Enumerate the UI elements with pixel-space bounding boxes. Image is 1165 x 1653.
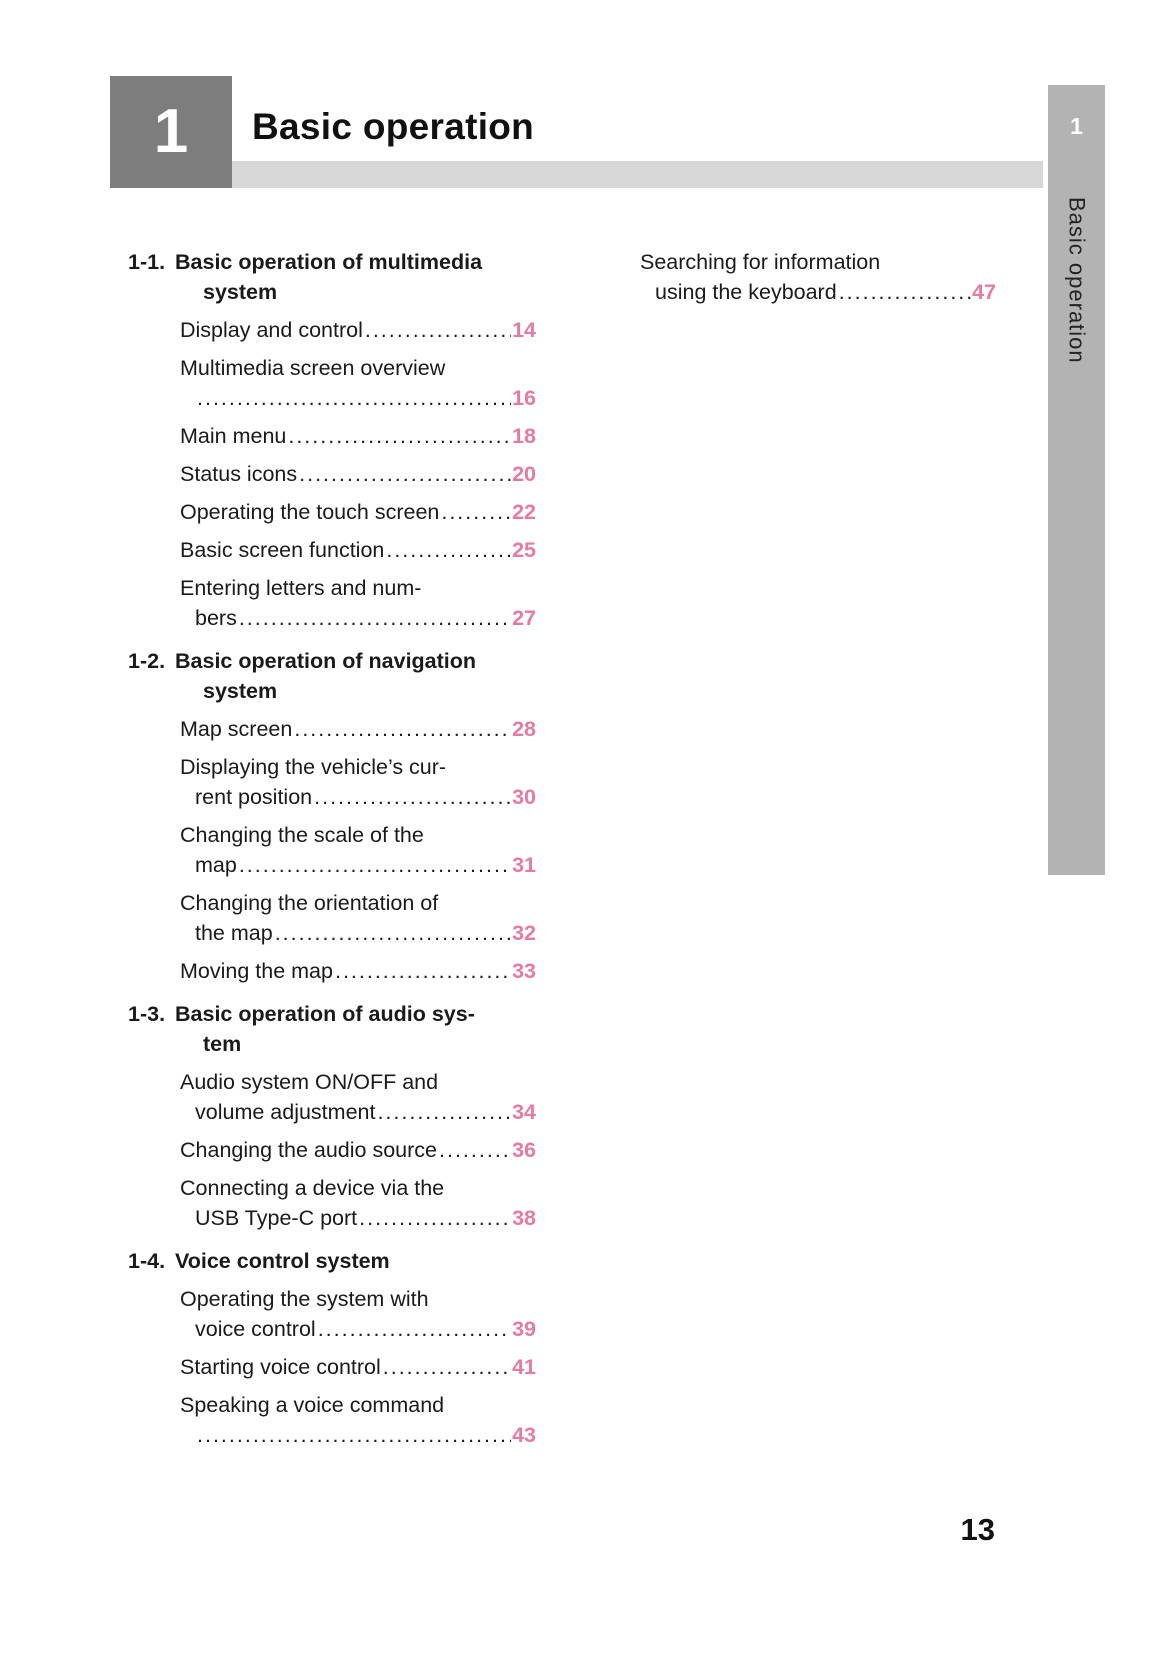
toc-entry — [128, 820, 536, 880]
toc-section-title-text: Basic operation of audio sys- — [175, 1002, 475, 1026]
toc-page-number: 16 — [512, 386, 536, 410]
toc-entry-line — [128, 1203, 536, 1233]
toc-entry-line — [128, 421, 536, 451]
toc-entry-line — [640, 247, 996, 277]
toc-left-column — [128, 247, 536, 1450]
dot-leader — [316, 1314, 511, 1344]
toc-entry-text: Operating the touch screen — [180, 500, 440, 524]
dot-leader — [384, 535, 511, 565]
toc-entry-line — [128, 1420, 536, 1450]
toc-entry-line — [128, 497, 536, 527]
toc-page-number: 33 — [512, 959, 536, 983]
dot-leader — [437, 1135, 511, 1165]
toc-entry-line — [128, 1135, 536, 1165]
toc-section-title — [128, 247, 536, 277]
toc-entry-line — [128, 820, 536, 850]
toc-entry-line — [128, 888, 536, 918]
toc-entry-line — [128, 383, 536, 413]
toc-section-number: 1-4. — [128, 1249, 166, 1273]
toc-entry-text: rent position — [195, 785, 313, 809]
dot-leader — [357, 1203, 511, 1233]
toc-entry-text: USB Type-C port — [195, 1206, 358, 1230]
toc-entry-text: Multimedia screen overview — [180, 356, 446, 380]
toc-entry — [128, 353, 536, 413]
toc-entry-line — [128, 1314, 536, 1344]
dot-leader — [363, 315, 511, 345]
toc-entry-text: the map — [195, 921, 273, 945]
dot-leader — [312, 782, 511, 812]
toc-page-number: 34 — [512, 1100, 536, 1124]
dot-leader — [375, 1097, 511, 1127]
dot-leader — [439, 497, 511, 527]
toc-page-number: 30 — [512, 785, 536, 809]
toc-section-title: system — [203, 280, 278, 304]
toc-entry-line — [128, 752, 536, 782]
toc-entry-text: Starting voice control — [180, 1355, 381, 1379]
toc-entry-line — [128, 1097, 536, 1127]
toc-entry-text: Basic screen function — [180, 538, 385, 562]
toc-entry-line — [128, 353, 536, 383]
toc-entry — [128, 1067, 536, 1127]
toc-entry-text: Changing the scale of the — [180, 823, 424, 847]
toc-entry — [128, 752, 536, 812]
toc-page-number: 14 — [512, 318, 536, 342]
dot-leader — [273, 918, 511, 948]
side-tab-label: Basic operation — [1064, 197, 1090, 364]
toc-page-number: 38 — [512, 1206, 536, 1230]
toc-entry — [128, 1135, 536, 1165]
toc-section-title — [128, 646, 536, 676]
dot-leader — [292, 714, 511, 744]
toc-page-number: 27 — [512, 606, 536, 630]
toc-entry-text: Map screen — [180, 717, 293, 741]
toc-entry-text: volume adjustment — [195, 1100, 376, 1124]
toc-entry — [128, 1352, 536, 1382]
toc-entry-text: Status icons — [180, 462, 298, 486]
toc-section-title: system — [203, 679, 278, 703]
toc-section-title-text: Basic operation of multimedia — [175, 250, 483, 274]
toc-entry-line — [128, 1352, 536, 1382]
toc-entry-line — [128, 1284, 536, 1314]
toc-entry-text: Display and control — [180, 318, 363, 342]
toc-right-column — [640, 247, 996, 307]
toc-page-number: 20 — [512, 462, 536, 486]
toc-entry — [128, 1390, 536, 1450]
toc-entry — [128, 1173, 536, 1233]
chapter-title: Basic operation — [252, 106, 535, 147]
toc-page-number: 32 — [512, 921, 536, 945]
page-number: 13 — [960, 1512, 995, 1547]
toc-entry-line — [128, 1390, 536, 1420]
toc-page-number: 28 — [512, 717, 536, 741]
toc-entry-text: Audio system ON/OFF and — [180, 1070, 439, 1094]
toc-entry — [128, 956, 536, 986]
toc-page-number: 18 — [512, 424, 536, 448]
toc-entry-line — [128, 714, 536, 744]
dot-leader — [286, 421, 511, 451]
toc-entry-text: Changing the orientation of — [180, 891, 439, 915]
toc-entry-text: Entering letters and num- — [180, 576, 422, 600]
toc-entry-text: map — [195, 853, 237, 877]
toc-entry — [128, 888, 536, 948]
toc-section-number: 1-3. — [128, 1002, 166, 1026]
toc-section-number: 1-2. — [128, 649, 166, 673]
toc-page-number: 31 — [512, 853, 536, 877]
dot-leader — [333, 956, 511, 986]
toc-section-title: tem — [203, 1032, 242, 1056]
toc-entry-text: voice control — [195, 1317, 316, 1341]
toc-section-title-text: Voice control system — [175, 1249, 390, 1273]
toc-page-number: 39 — [512, 1317, 536, 1341]
toc-entry — [128, 421, 536, 451]
toc-entry-line — [128, 573, 536, 603]
toc-entry-text: Speaking a voice command — [180, 1393, 445, 1417]
toc-entry-line — [128, 603, 536, 633]
dot-leader — [237, 603, 511, 633]
toc-entry-line — [128, 850, 536, 880]
toc-entry — [128, 315, 536, 345]
toc-entry-text: Changing the audio source — [180, 1138, 437, 1162]
chapter-number-box — [110, 76, 232, 188]
toc-page-number: 36 — [512, 1138, 536, 1162]
toc-section-title-text: Basic operation of navigation — [175, 649, 477, 673]
toc-entry-text: Connecting a device via the — [180, 1176, 445, 1200]
toc-entry — [640, 247, 996, 307]
toc-entry-line — [128, 535, 536, 565]
chapter-side-tab — [1048, 85, 1105, 875]
toc-entry-text: bers — [195, 606, 237, 630]
toc-entry-line — [128, 1173, 536, 1203]
toc-entry — [128, 535, 536, 565]
toc-page-number: 25 — [512, 538, 536, 562]
toc-page-number: 47 — [972, 280, 996, 304]
chapter-number: 1 — [153, 97, 189, 166]
dot-leader — [195, 1420, 511, 1450]
toc-entry-text: Searching for information — [640, 250, 881, 274]
dot-leader — [837, 277, 971, 307]
dot-leader — [237, 850, 511, 880]
dot-leader — [381, 1352, 511, 1382]
toc-entry-text: using the keyboard — [655, 280, 837, 304]
toc-entry-line — [128, 459, 536, 489]
toc-entry — [128, 459, 536, 489]
toc-entry-line — [128, 782, 536, 812]
toc-entry-line — [128, 956, 536, 986]
toc-entry-text: Displaying the vehicle’s cur- — [180, 755, 447, 779]
toc-page-number: 22 — [512, 500, 536, 524]
toc-entry — [128, 1284, 536, 1344]
toc-entry — [128, 497, 536, 527]
toc-entry — [128, 714, 536, 744]
toc-entry — [128, 573, 536, 633]
toc-entry-line — [128, 918, 536, 948]
dot-leader — [297, 459, 511, 489]
toc-entry-text: Moving the map — [180, 959, 333, 983]
toc-entry-text: Main menu — [180, 424, 287, 448]
chapter-header-band — [232, 161, 1043, 188]
toc-section-title — [128, 999, 536, 1029]
dot-leader — [195, 383, 511, 413]
toc-section-number: 1-1. — [128, 250, 166, 274]
toc-page-number: 43 — [512, 1423, 536, 1447]
toc-entry-line — [128, 315, 536, 345]
toc-entry-line — [640, 277, 996, 307]
toc-page-number: 41 — [512, 1355, 536, 1379]
toc-entry-text: Operating the system with — [180, 1287, 429, 1311]
toc-section-title — [128, 1246, 536, 1276]
side-tab-number: 1 — [1070, 113, 1083, 139]
toc-entry-line — [128, 1067, 536, 1097]
